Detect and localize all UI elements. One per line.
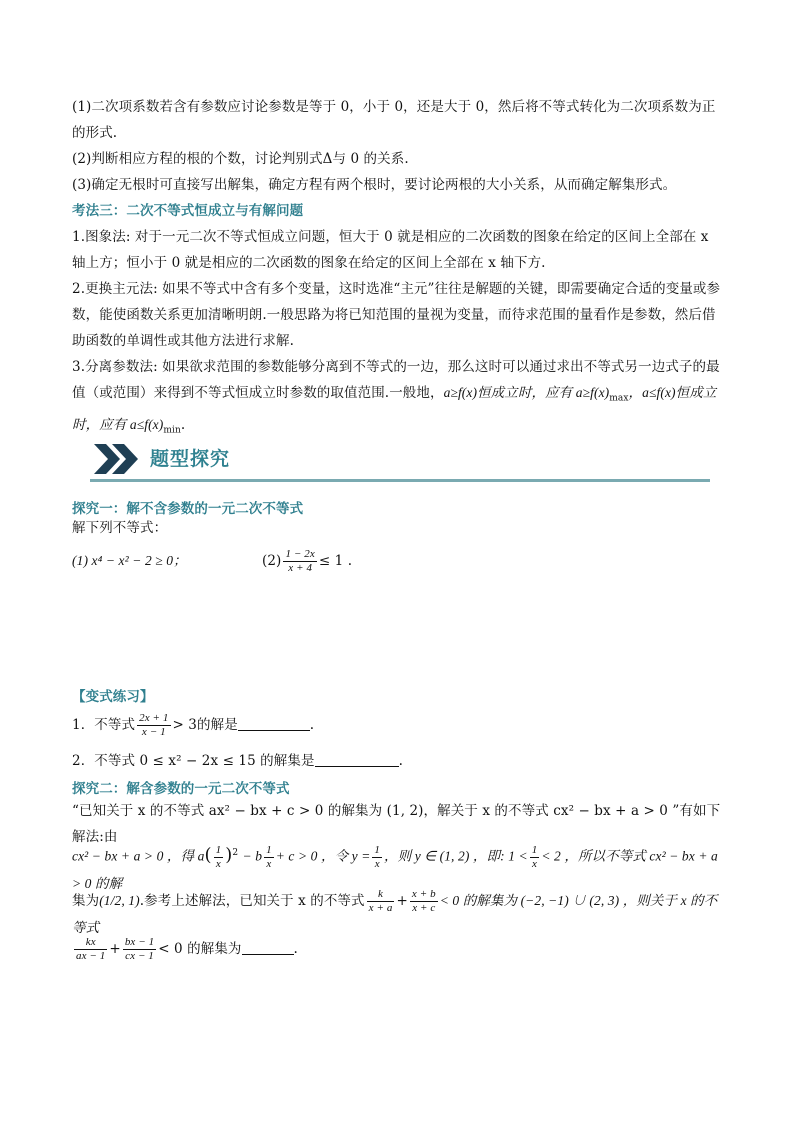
frac-1-over-x-4 [530,844,540,871]
double-chevron-icon [94,442,142,476]
line2-d: ，则 y ∈ (1, 2) ，即: 1 < [384,848,528,864]
line2-c: + c > 0 ，令 y = [275,848,371,864]
frac-den: cx − 1 [125,950,154,962]
line4-tail: < 0 的解集为 [158,941,242,957]
frac-den: x + c [412,902,436,914]
line3-a: 集为 [72,893,100,909]
variation-q1-fraction [137,712,170,739]
variation-heading: 【变式练习】 [72,689,154,705]
frac-num: x + b [411,888,436,900]
answer-blank[interactable] [238,716,310,731]
frac-xb-over-xc [410,888,438,915]
explore2-line-4: $\frac{kx}{ax - 1}$ + $\frac{bx - 1}{cx - 1}$ < 0 的解集为 . [76,936,298,962]
explore2-heading: 探究二：解含参数的一元二次不等式 [72,781,290,797]
plus-sign: + [396,893,408,909]
explore2-line-3 [72,888,724,941]
variation-q2-text: 2．不等式 0 ≤ x² − 2x ≤ 15 的解集是 [72,753,315,769]
theory-item-1: (1)二次项系数若含有参数应讨论参数是等于 0，小于 0，还是大于 0，然后将不等式转化为二次项系数为正的形式. [72,99,716,141]
frac-den: ax − 1 [76,950,106,962]
variation-q1-numerator: 2x + 1 [139,712,169,724]
variation-q1-pre: 1．不等式 [72,717,136,733]
variation-q1-denominator: x − 1 [141,726,166,738]
theory-item-3: (3)确定无根时可直接写出解集，确定方程有两个根时，要讨论两根的大小关系，从而确定解集形式。 [72,177,677,193]
frac-num: 1 [531,843,538,856]
frac-k-over-xa [367,888,395,915]
plus-sign: + [109,941,121,957]
frac-den: x [374,857,380,870]
frac-num: 1 [374,843,381,856]
frac-1-over-x [214,844,224,871]
min-subscript: min [163,425,181,436]
section3-para-1: 1.图象法: 对于一元二次不等式恒成立问题，恒大于 0 就是相应的二次函数的图象在给定的区间上全部在 x 轴上方；恒小于 0 就是相应的二次函数的图象在给定的区间上全部在 x 轴下方. [72,229,709,271]
frac-bx-1-over-cx-1 [123,936,156,963]
frac-den: x + a [368,902,393,914]
frac-num: 1 [266,843,272,856]
explore1-q2 [262,548,352,575]
explore1-questions [72,548,724,574]
variation-q1-post: > 3的解是 [172,717,238,733]
q2-fraction [283,548,316,575]
exponent: 2 [232,848,239,858]
line3-b: .参考上述解法，已知关于 x 的不等式 [139,893,365,909]
frac-1-over-x-2 [264,844,274,871]
frac-num: kx [74,936,107,950]
theory-item-2: (2)判断相应方程的根的个数，讨论判别式Δ与 0 的关系. [72,151,409,167]
frac-num: 1 [215,843,222,856]
variation-q1: 1．不等式 $\frac{2x + 1}{x - 1}$ > 3的解是 . [72,712,315,738]
section-banner [90,438,710,484]
frac-1-over-x-3 [372,844,382,871]
frac-den: x [215,857,221,870]
max-subscript: max [609,393,629,404]
banner-title: 题型探究 [150,448,231,470]
explore2-line-2: cx² − bx + a > 0 ，得 a( $\frac{1}{x}$ )$^2$ − b $\frac{1}{x}$ + c > 0 ，令 y = $\frac{1}{x}$ ，则 y ∈ (1, 2) ，即: 1 < $\frac{1}{x}$ < 2 ，所以不等式 cx² − bx + a > 0 的解 [72,843,718,891]
line2-b: − b [242,848,263,864]
frac-kx-over-ax-1 [74,936,107,963]
frac-num: k [367,888,395,902]
explore2-line-1: “已知关于 x 的不等式 ax² − bx + c > 0 的解集为 (1, 2)，解关于 x 的不等式 cx² − bx + a > 0 ”有如下解法:由 [72,803,721,845]
q2-tail: ≤ 1 . [318,553,353,569]
q2-label: (2) [262,553,282,569]
explore1-q1: (1) x⁴ − x² − 2 ≥ 0； [72,553,187,568]
interval-half-one: (1/2, 1) [99,893,140,908]
variation-q2: 2．不等式 0 ≤ x² − 2x ≤ 15 的解集是 . [72,753,403,769]
min-condition: ，a≤f(x)恒成立时，应有 a≤f(x) [72,385,717,432]
explore1-prompt: 解下列不等式： [72,520,168,536]
frac-den: x [266,857,272,870]
banner-underline [90,479,710,482]
q2-numerator: 1 − 2x [285,548,315,560]
frac-den: x [532,857,538,870]
line2-a: cx² − bx + a > 0 ，得 a [72,848,205,864]
answer-blank[interactable] [315,752,399,767]
q2-denominator: x + 4 [288,562,313,574]
section3-para-3 [72,354,724,443]
max-condition: a≥f(x)恒成立时，应有 a≥f(x) [443,385,610,400]
frac-num: bx − 1 [124,936,155,948]
para-end: . [180,416,186,433]
line3-d: < 0 的解集为 (−2, −1) ∪ (2, 3) ，则关于 x 的不等式 [72,893,718,935]
section3-heading: 考法三：二次不等式恒成立与有解问题 [72,203,304,219]
section3-para-3-text: 3.分离参数法: 如果欲求范围的参数能够分离到不等式的一边，那么这时可以通过求出不等式另一边式子的最值（或范围）来得到不等式恒成立时参数的取值范围.一般地， [72,359,720,401]
answer-blank[interactable] [242,940,294,955]
line2-e: < 2 ，所以不等式 cx² − bx + a > 0 的解 [72,848,718,891]
section3-para-2: 2.更换主元法: 如果不等式中含有多个变量，这时选准“主元”往往是解题的关键，即需要确定合适的变量或参数，能使函数关系更加清晰明朗.一般思路为将已知范围的量视为变量，而待求范围的量看作是参数，然后借助函数的单调性或其他方法进行求解. [72,281,721,349]
explore1-heading: 探究一：解不含参数的一元二次不等式 [72,501,304,517]
